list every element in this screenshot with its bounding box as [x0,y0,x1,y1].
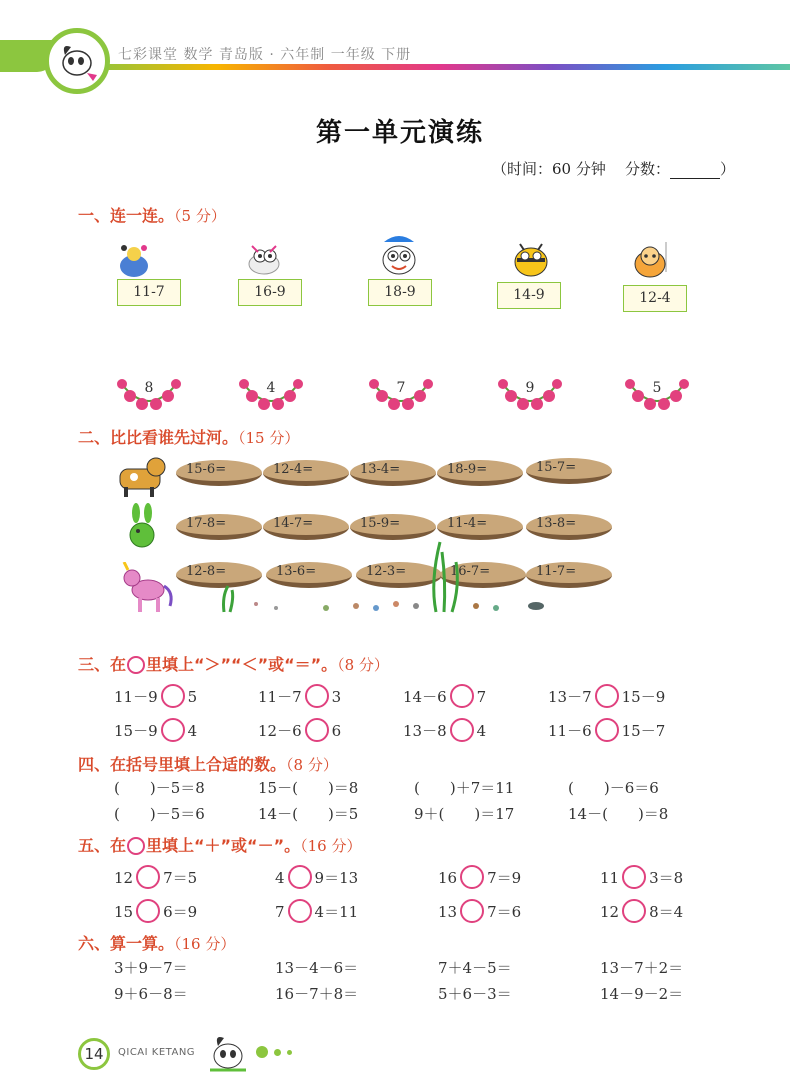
left-expr: 11－9 [114,688,158,706]
section5-post: 里填上“＋”或“－”。 [146,836,301,855]
compare-problem [403,718,486,742]
footer-dot [256,1046,268,1058]
stepping-stone[interactable]: 13-8= [526,514,612,540]
section1-points: （5 分） [174,207,226,225]
left-expr: 11－6 [548,722,592,740]
left-expr: 15－9 [114,722,158,740]
section4-points: （8 分） [286,756,338,774]
rabbit-icon [116,503,174,549]
expression-card[interactable]: 11-7 [117,279,181,306]
left-number: 15 [114,903,134,921]
fly-icon [242,240,288,278]
left-number: 7 [275,903,285,921]
score-blank[interactable] [670,164,720,179]
answer-number: 5 [652,380,662,396]
flower-wreath[interactable] [238,376,304,414]
right-expr: 4 [187,722,198,740]
answer-circle[interactable] [161,684,185,708]
stepping-stone[interactable]: 16-7= [440,562,526,588]
header-rainbow-stripe [90,64,790,70]
section3-post: 里填上“＞”“＜”或“＝”。 [146,655,338,674]
answer-circle[interactable] [450,718,474,742]
right-part: 6＝9 [163,903,198,921]
answer-circle[interactable] [460,899,484,923]
calc-problem[interactable]: 14－9－2＝ [600,985,684,1003]
right-part: 9＝13 [314,869,359,887]
footer-dot [274,1049,281,1056]
calc-problem[interactable]: 13－7＋2＝ [600,959,684,977]
calc-problem[interactable]: 9＋6－8＝ [114,985,188,1003]
section4-heading [78,752,338,775]
section1-heading [78,203,226,226]
stepping-stone[interactable]: 18-9= [437,460,523,486]
fill-problem[interactable]: ( )－5＝6 [114,805,205,823]
circle-icon [127,656,145,674]
time-score-info [492,158,735,179]
right-part: 7＝9 [487,869,522,887]
fill-problem[interactable]: ( )＋7＝11 [414,779,515,797]
calc-problem[interactable]: 7＋4－5＝ [438,959,512,977]
calc-problem[interactable]: 13－4－6＝ [275,959,359,977]
answer-circle[interactable] [595,718,619,742]
right-expr: 5 [187,688,198,706]
stepping-stone[interactable]: 11-7= [526,562,612,588]
answer-circle[interactable] [305,718,329,742]
answer-circle[interactable] [288,865,312,889]
right-part: 7＝5 [163,869,198,887]
compare-problem [548,684,665,708]
section6-points: （16 分） [174,935,236,953]
answer-circle[interactable] [450,684,474,708]
left-number: 13 [438,903,458,921]
page-number: 14 [78,1038,110,1070]
cow-icon [112,453,170,499]
fill-problem[interactable]: ( )－6＝6 [568,779,659,797]
section5-heading [78,833,361,856]
right-expr: 3 [331,688,342,706]
left-expr: 11－7 [258,688,302,706]
section3-heading [78,652,389,675]
calc-problem[interactable]: 3＋9－7＝ [114,959,188,977]
bee-girl-icon [628,238,674,282]
right-part: 4＝11 [314,903,359,921]
answer-number: 9 [525,380,535,396]
flower-wreath[interactable] [368,376,434,414]
section5-points: （16 分） [300,837,362,855]
answer-circle[interactable] [136,899,160,923]
right-part: 7＝6 [487,903,522,921]
right-expr: 6 [331,722,342,740]
operator-problem [600,899,683,923]
operator-problem [114,899,197,923]
river-bed-decoration [216,536,556,614]
stepping-stone[interactable]: 15-7= [526,458,612,484]
beetle-icon [112,242,158,280]
stepping-stone[interactable]: 14-7= [263,514,349,540]
header-series: 七彩课堂 数学 青岛版 · 六年制 一年级 下册 [118,47,412,63]
stepping-stone[interactable]: 13-4= [350,460,436,486]
section2-points: （15 分） [238,429,300,447]
left-expr: 13－8 [403,722,447,740]
left-number: 12 [600,903,620,921]
stepping-stone[interactable]: 13-6= [266,562,352,588]
right-part: 8＝4 [649,903,684,921]
bee-icon [508,236,554,280]
mascot-icon [49,33,105,89]
right-expr: 7 [476,688,487,706]
bug-icon [376,230,422,278]
answer-circle[interactable] [622,899,646,923]
fill-problem[interactable]: 9＋( )＝17 [414,805,515,823]
flower-wreath[interactable] [497,376,563,414]
section2-heading [78,425,299,448]
answer-circle[interactable] [460,865,484,889]
expression-card[interactable]: 18-9 [368,279,432,306]
flower-wreath[interactable] [624,376,690,414]
stepping-stone[interactable]: 17-8= [176,514,262,540]
right-part: 3＝8 [649,869,684,887]
operator-problem [275,899,358,923]
section6-heading [78,931,235,954]
calc-problem[interactable]: 5＋6－3＝ [438,985,512,1003]
stepping-stone[interactable]: 12-4= [263,460,349,486]
section6-title: 六、算一算。 [78,934,175,953]
operator-problem [438,899,521,923]
calc-problem[interactable]: 16－7＋8＝ [275,985,359,1003]
left-number: 4 [275,869,285,887]
left-number: 12 [114,869,134,887]
flower-wreath[interactable] [116,376,182,414]
compare-problem [258,684,341,708]
expression-card[interactable]: 16-9 [238,279,302,306]
left-expr: 12－6 [258,722,302,740]
compare-problem [114,684,197,708]
answer-circle[interactable] [622,865,646,889]
stepping-stone[interactable]: 15-6= [176,460,262,486]
compare-problem [403,684,486,708]
unicorn-icon [118,562,176,614]
operator-problem [600,865,683,889]
answer-circle[interactable] [305,684,329,708]
section2-title: 二、比比看谁先过河。 [78,428,239,447]
stepping-stone[interactable]: 11-4= [437,514,523,540]
section4-title: 四、在括号里填上合适的数。 [78,755,287,774]
right-expr: 4 [476,722,487,740]
fill-problem[interactable]: ( )－5＝8 [114,779,205,797]
score-label: 分数： [624,160,670,178]
right-expr: 15－9 [621,688,666,706]
section5-pre: 五、在 [78,836,127,855]
answer-circle[interactable] [161,718,185,742]
footer-brand: QICAI KETANG [118,1047,196,1058]
fill-problem[interactable]: 14－( )＝8 [568,805,669,823]
section1-title: 一、连一连。 [78,206,175,225]
left-expr: 13－7 [548,688,592,706]
left-number: 16 [438,869,458,887]
page-title: 第一单元演练 [315,118,484,148]
section3-pre: 三、在 [78,655,127,674]
circle-icon [127,837,145,855]
compare-problem [114,718,197,742]
operator-problem [114,865,197,889]
header-mascot-badge [44,28,110,94]
footer-dot [287,1050,292,1055]
answer-number: 4 [266,380,276,396]
expression-card[interactable]: 14-9 [497,282,561,309]
answer-circle[interactable] [595,684,619,708]
operator-problem [275,865,358,889]
compare-problem [258,718,341,742]
compare-problem [548,718,665,742]
answer-circle[interactable] [136,865,160,889]
fill-problem[interactable]: 15－( )＝8 [258,779,359,797]
left-expr: 14－6 [403,688,447,706]
footer-mascot-icon [204,1030,252,1074]
fill-problem[interactable]: 14－( )＝5 [258,805,359,823]
right-expr: 15－7 [621,722,666,740]
operator-problem [438,865,521,889]
section3-points: （8 分） [337,656,389,674]
info-close: ） [719,160,735,178]
stepping-stone[interactable]: 12-8= [176,562,262,588]
stepping-stone[interactable]: 12-3= [356,562,442,588]
answer-number: 8 [144,380,154,396]
answer-number: 7 [396,380,406,396]
left-number: 11 [600,869,620,887]
expression-card[interactable]: 12-4 [623,285,687,312]
stepping-stone[interactable]: 15-9= [350,514,436,540]
answer-circle[interactable] [288,899,312,923]
time-label: （时间：60 分钟 [492,160,606,178]
